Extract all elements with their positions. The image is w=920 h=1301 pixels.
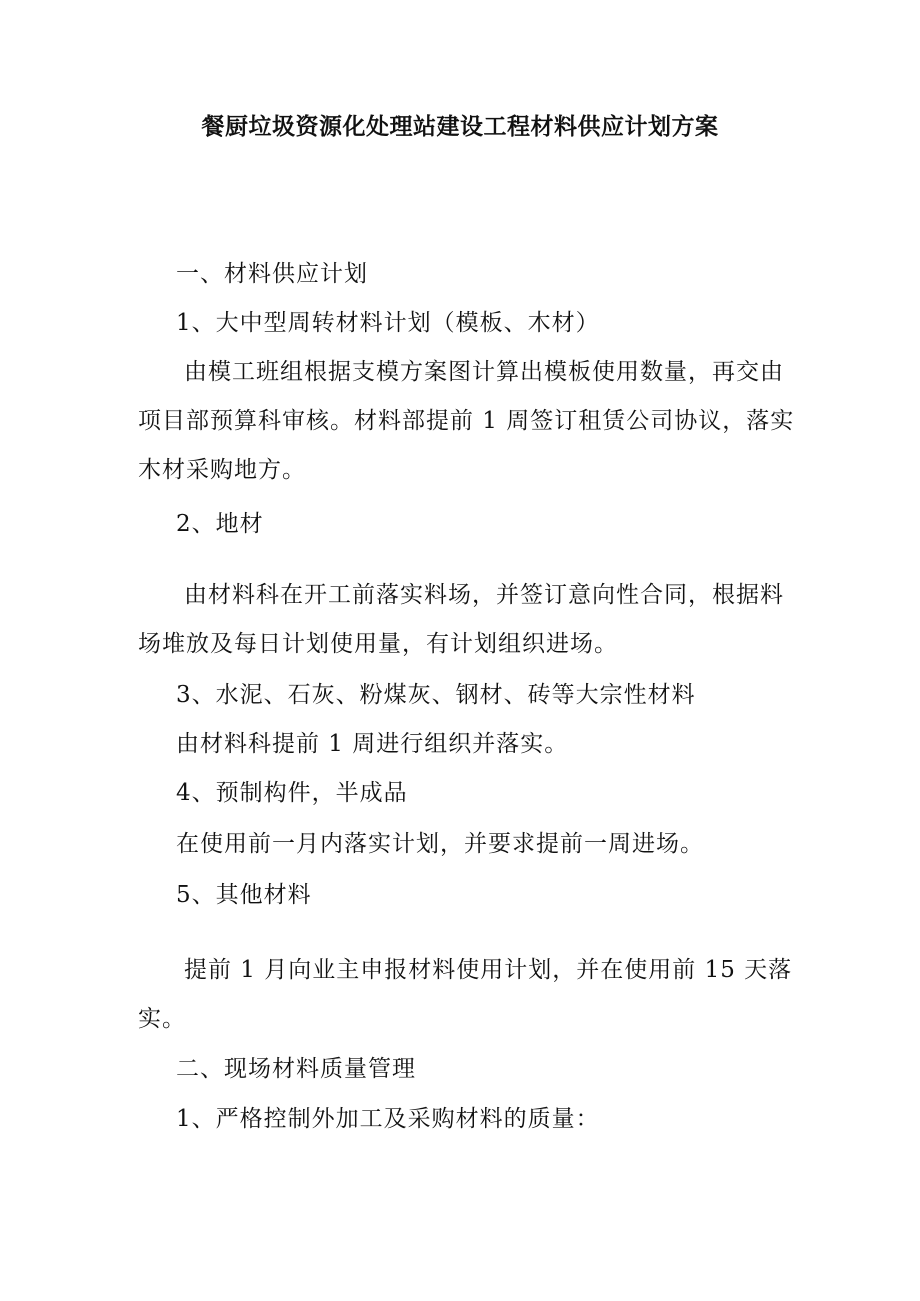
- item2-paragraph-line1: 由材料科在开工前落实料场，并签订意向性合同，根据料: [184, 582, 784, 608]
- item5-paragraph-line1: 提前 1 月向业主申报材料使用计划，并在使用前 15 天落: [184, 957, 793, 983]
- document-title: 餐厨垃圾资源化处理站建设工程材料供应计划方案: [201, 114, 719, 140]
- item4-heading: 4、预制构件，半成品: [176, 780, 408, 806]
- item2-heading: 2、地材: [176, 511, 264, 537]
- item3-heading: 3、水泥、石灰、粉煤灰、钢材、砖等大宗性材料: [176, 682, 696, 708]
- item2-paragraph-line2: 场堆放及每日计划使用量，有计划组织进场。: [138, 631, 618, 657]
- section1-heading: 一、材料供应计划: [176, 261, 368, 287]
- item1-paragraph-line3: 木材采购地方。: [138, 457, 306, 483]
- section2-item1-heading: 1、严格控制外加工及采购材料的质量：: [176, 1106, 600, 1132]
- item1-paragraph-line1: 由模工班组根据支模方案图计算出模板使用数量，再交由: [184, 359, 784, 385]
- item5-paragraph-line2: 实。: [138, 1006, 186, 1032]
- item4-paragraph-line1: 在使用前一月内落实计划，并要求提前一周进场。: [176, 831, 704, 857]
- section2-heading: 二、现场材料质量管理: [176, 1056, 416, 1082]
- item1-heading: 1、大中型周转材料计划（模板、木材）: [176, 310, 600, 336]
- item1-paragraph-line2: 项目部预算科审核。材料部提前 1 周签订租赁公司协议，落实: [138, 408, 795, 434]
- item5-heading: 5、其他材料: [176, 882, 312, 908]
- item3-paragraph-line1: 由材料科提前 1 周进行组织并落实。: [176, 731, 569, 757]
